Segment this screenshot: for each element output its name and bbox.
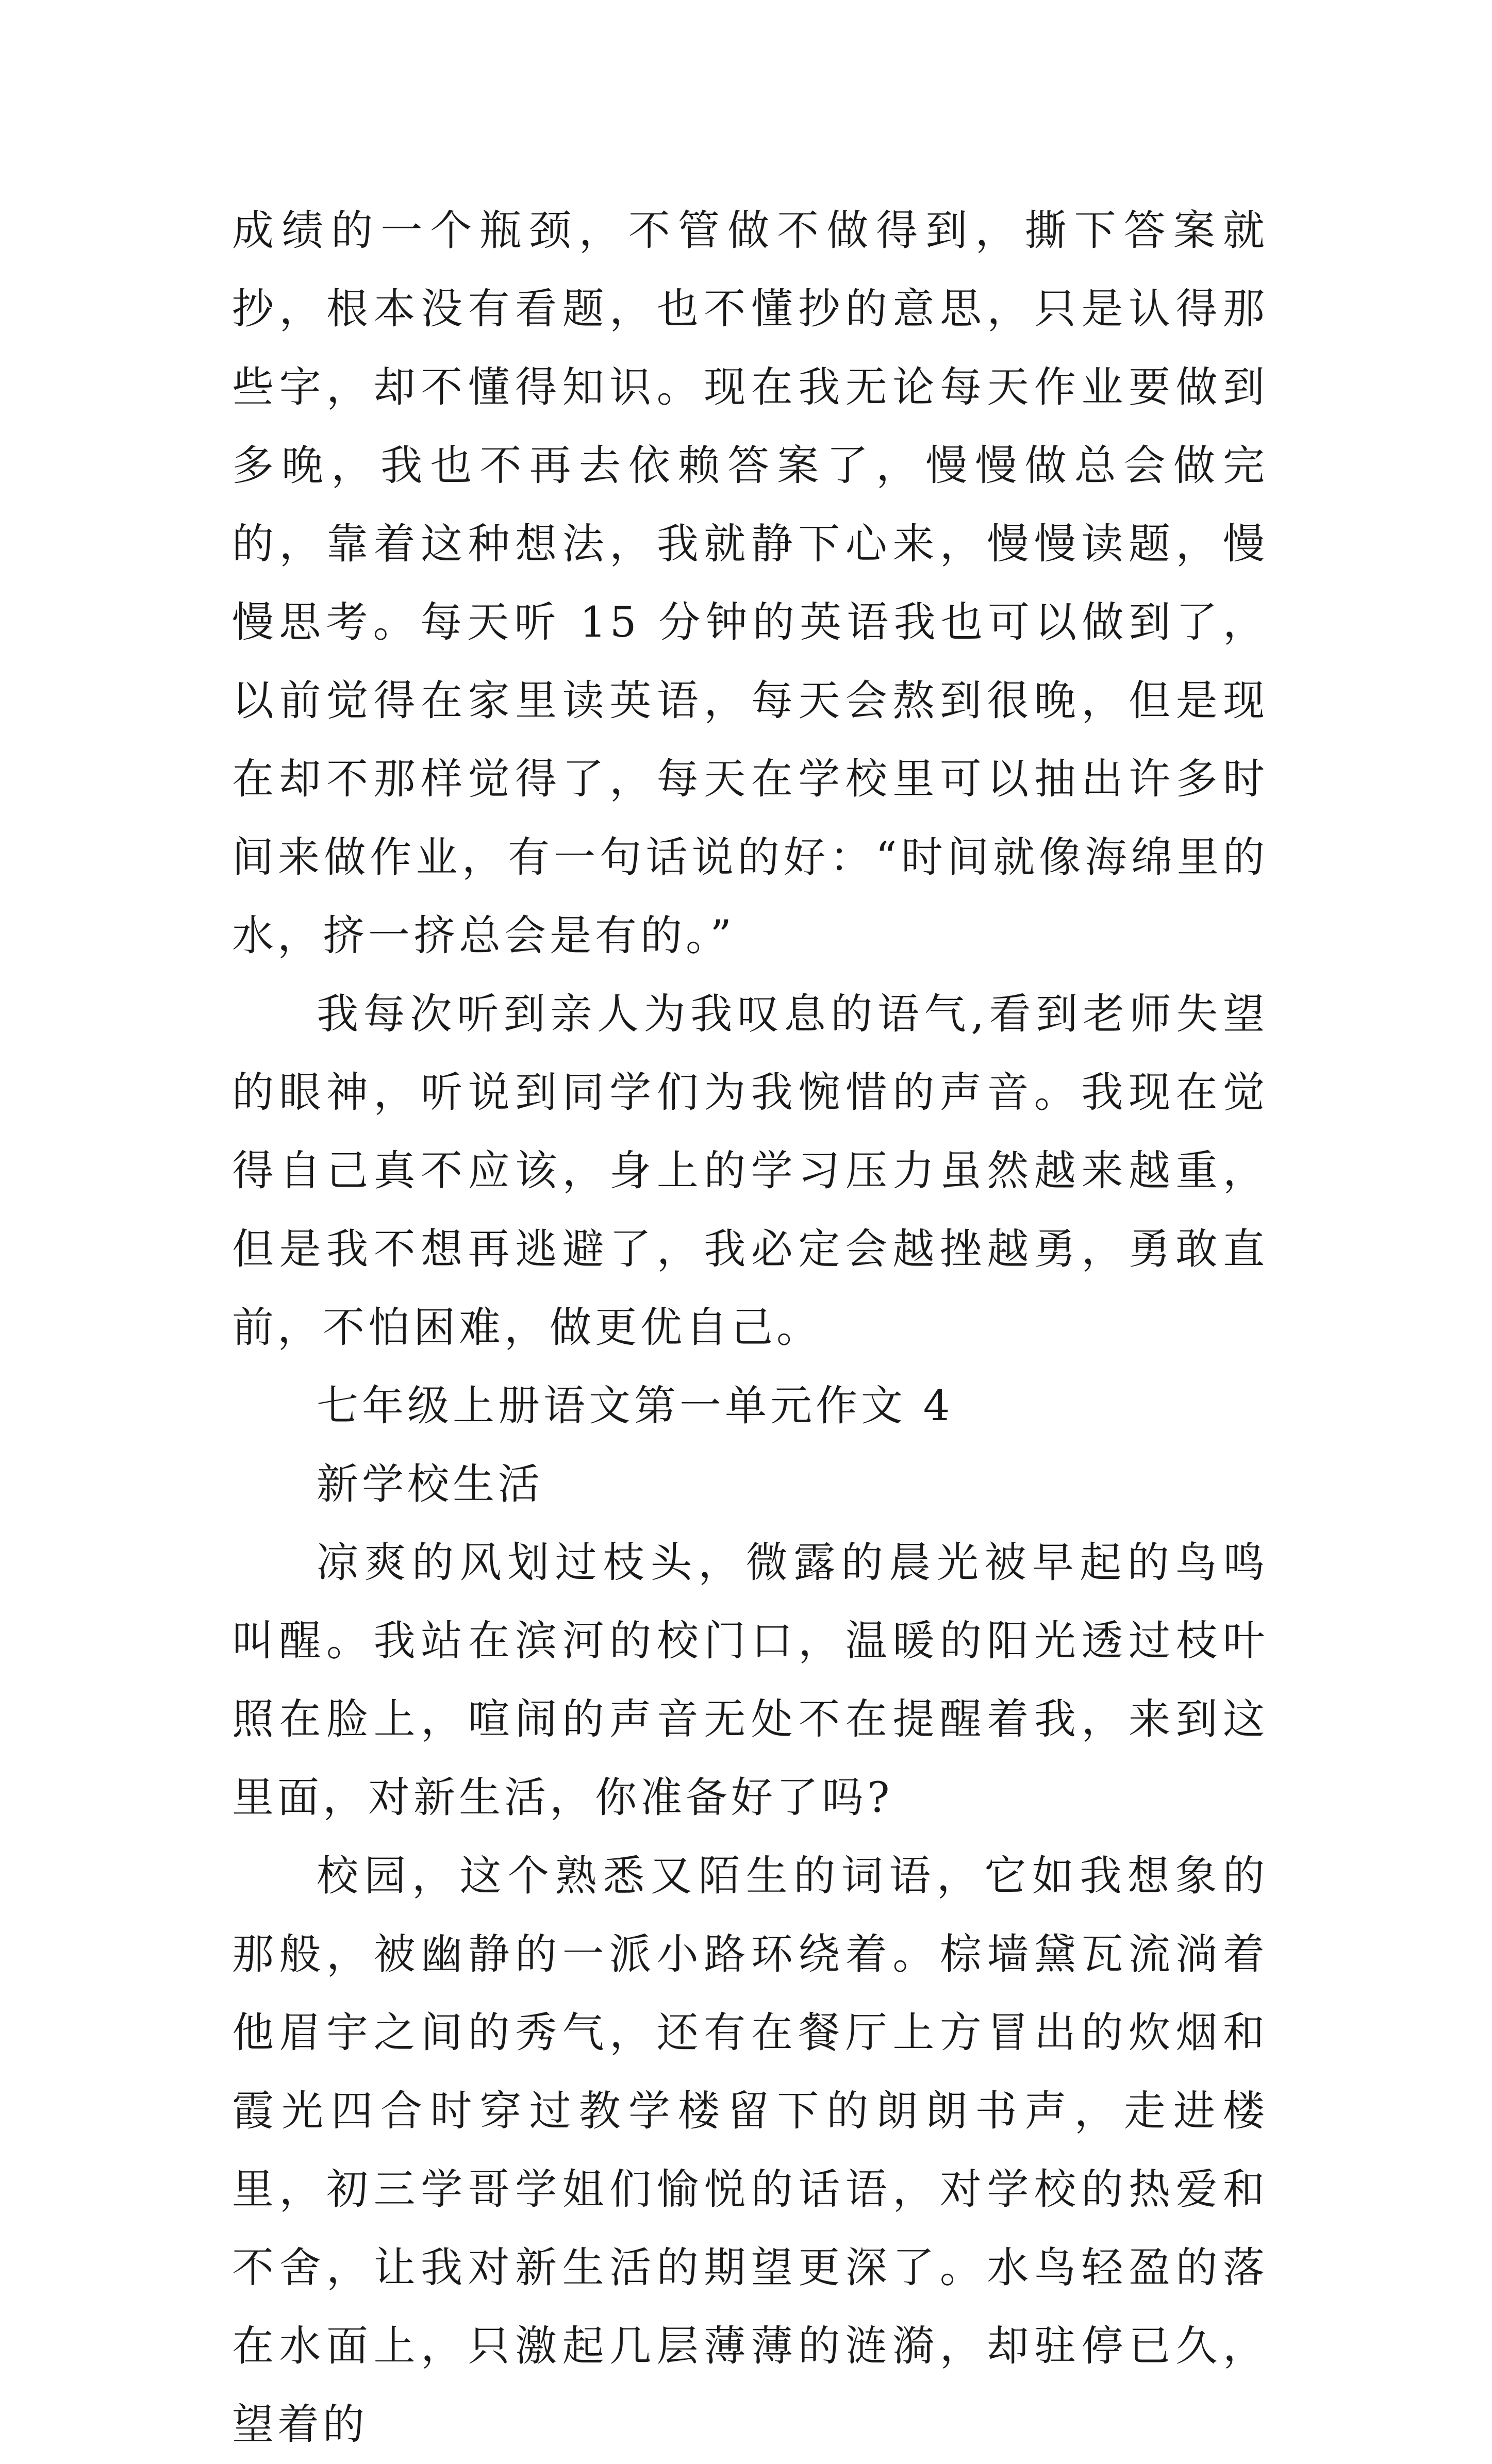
paragraph-continuation: 成绩的一个瓶颈，不管做不做得到，撕下答案就抄，根本没有看题，也不懂抄的意思，只是认得那些字，却不懂得知识。现在我无论每天作业要做到多晚，我也不再去依赖答案了，慢慢做总会做完的，靠着这种想法，我就静下心来，慢慢读题，慢慢思考。每天听 15 分钟的英语我也可以做到了，以前觉得在家里读英语，每天会熬到很晚，但是现在却不那样觉得了，每天在学校里可以抽出许多时间来做作业，有一句话说的好：“时间就像海绵里的水，挤一挤总会是有的。” [232, 207, 1268, 960]
paragraph: 凉爽的风划过枝头，微露的晨光被早起的鸟鸣叫醒。我站在滨河的校门口，温暖的阳光透过枝叶照在脸上，喧闹的声音无处不在提醒着我，来到这里面，对新生活，你准备好了吗? [232, 1539, 1268, 1822]
paragraph: 校园，这个熟悉又陌生的词语，它如我想象的那般，被幽静的一派小路环绕着。棕墙黛瓦流淌着他眉宇之间的秀气，还有在餐厅上方冒出的炊烟和霞光四合时穿过教学楼留下的朗朗书声，走进楼里，初三学哥学姐们愉悦的话语，对学校的热爱和不舍，让我对新生活的期望更深了。水鸟轻盈的落在水面上，只激起几层薄薄的涟漪，却驻停已久，望着的 [232, 1852, 1268, 2449]
paragraph: 我每次听到亲人为我叹息的语气,看到老师失望的眼神，听说到同学们为我惋惜的声音。我现在觉得自己真不应该，身上的学习压力虽然越来越重，但是我不想再逃避了，我必定会越挫越勇，勇敢直前，不怕困难，做更优自己。 [232, 990, 1268, 1352]
essay-subtitle: 新学校生活 [317, 1460, 544, 1509]
essay-title: 七年级上册语文第一单元作文 4 [317, 1382, 954, 1430]
document-body [232, 192, 1268, 2464]
